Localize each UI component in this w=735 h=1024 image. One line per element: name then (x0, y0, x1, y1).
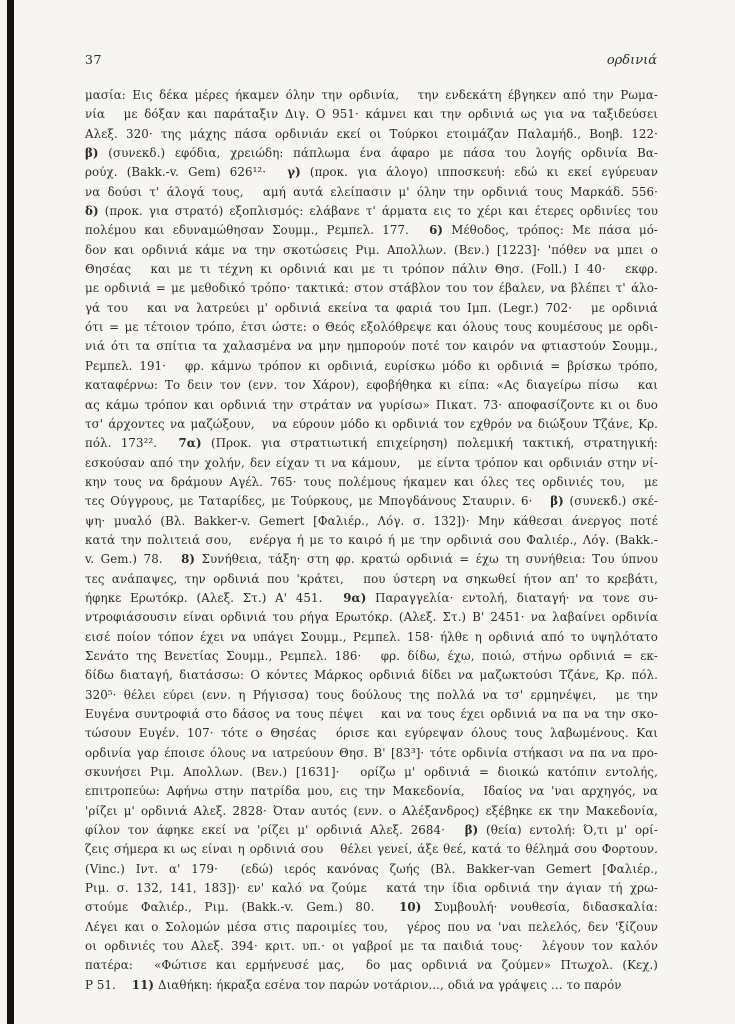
text-line: ας κάμω τρόπον και ορδινιά την στράταν να γυρίσω» Πικατ. 73· αποφασίζοντε κι οι δυο (85, 397, 658, 412)
text-line: 'ρίζει μ' ορδινιά Αλεξ. 2828· Όταν αυτός (ενν. ο Αλέξανδρος) εξέβηκε εκ την Μακεδονία, (85, 803, 658, 818)
page-number: 37 (85, 52, 102, 67)
text-line: νιά ότι τα σπίτια τα χαλασμένα να μην ημπορούν ποτέ τον καιρόν να φτιαστούν Σουμμ., (85, 339, 658, 354)
text-line: γά του και να λατρεύει μ' ορδινιά εκείνα τα φαριά του Ιμπ. (Legr.) 702· με ορδινιά (85, 300, 658, 315)
text-line: Θησέας και με τι τέχνη κι ορδινιά και με τι τρόπον πάλιν Θησ. (Foll.) I 40· εκφρ. (85, 262, 658, 277)
text-line: Σενάτο της Βενετίας Σουμμ., Ρεμπελ. 186· φρ. δίδω, έχω, ποιώ, στήνω ορδινιά = εκ- (85, 648, 658, 663)
text-line: Ευγένα συντροφιά στο δάσος να τους πέψει και να τους έχει ορδινιά να πα να την σκο- (85, 707, 658, 721)
text-line: δίδω διαταγή, διατάσσω: Ο κόντες Μάρκος ορδινιά δίδει να μαζωκτούσι Τζάνε, Κρ. πόλ. (85, 668, 658, 683)
text-line: ρούχ. (Bakk.-v. Gem) 626¹²· γ) (προκ. για άλογο) ιπποσκευή: εδώ κι εκεί εγύρευαν (85, 165, 658, 180)
text-line: εσκούσαν από την χολήν, δεν είχαν τι να κάμουν, με είντα τρόπον και ορδινιάν στην νί- (85, 455, 658, 470)
text-line: οι ορδινιές του Αλεξ. 394· κριτ. υπ.· οι γαβροί με τα παιδιά τους· λέγουν τον καλόν (85, 939, 658, 954)
text-line: να δούσι τ' άλογά τους, αμή αυτά ελείπασιν μ' όλην την ορδινιά τους Μαρκάδ. 556· (85, 184, 658, 199)
text-line: καταφέρνω: Το δειν τον (ενν. τον Χάρον), εφοβήθηκα κι είπα: «Ας διαγείρω πίσω και (85, 378, 658, 393)
text-line: πολέμου και εδυναμώθησαν Σουμμ., Ρεμπελ. 177. 6) Μέθοδος, τρόπος: Με πάσα μό- (85, 223, 659, 238)
text-line: κατά την πολιτειά σου, ενέργα ή με το καιρό ή με την ορδινιά σου Φαλιέρ., Λόγ. (Bakk.- (85, 532, 658, 547)
text-line: εισέ ποίον τόπον έχει να υπάγει Σουμμ., Ρεμπελ. 158· ήλθε η ορδινιά από το υψηλότατο (85, 629, 658, 644)
text-line: τες Ούγγρους, με Ταταρίδες, με Τούρκους, με Μπογδάνους Σταυριν. 6· β) (συνεκδ.) σκέ- (85, 494, 658, 509)
text-line: ήφηκε Ερωτόκρ. (Αλεξ. Στ.) Α' 451. 9α) Παραγγελία· εντολή, διαταγή· να τονε συ- (85, 590, 659, 605)
text-line: πατέρα: «Φώτισε και ερμήνευσέ μας, δο μας ορδινιά να ζούμεν» Πτωχολ. (Κεχ.) (85, 958, 658, 973)
text-line: πόλ. 173²². 7α) (Προκ. για στρατιωτική επιχείρηση) πολεμική τακτική, στρατηγική: (85, 436, 658, 451)
text-line: β) (συνεκδ.) εφόδια, χρειώδη: πάπλωμα ένα άφαρο με πάσα του λογής ορδινία Βα- (85, 146, 658, 161)
text-line: 320⁵· θέλει εύρει (ενν. η Ρήγισσα) τους δούλους της πολλά να τσ' ερμηνέψει, με την (85, 687, 658, 702)
text-line: σκυνήσει Ριμ. Απολλων. (Βεν.) [1631]· ορίζω μ' ορδινιά = διοικώ κατόπιν εντολής, (85, 765, 658, 780)
text-line: ότι = με τέτοιον τρόπο, έτσι ώστε: ο Θεός εξολόθρεψε και όλους τους κουμέσους με ορδι- (85, 320, 658, 335)
page-header (85, 52, 657, 68)
text-line: φίλον τον άφηκε εκεί να 'ρίζει μ' ορδινιά Αλεξ. 2684· β) (θεία) εντολή: Ό,τι μ' ορί- (85, 823, 658, 838)
text-line: μασία: Εις δέκα μέρες ήκαμεν όλην την ορδινία, την ενδεκάτη έβγηκεν από την Ρωμα- (85, 88, 658, 102)
body-text (85, 86, 658, 995)
text-line: με ορδινιά = με μεθοδικό τρόπο· τακτικά: στον στάβλον του τον έβαλεν, να βλέπει τ' άλο- (85, 281, 658, 296)
text-line: τες ανάπαψες, την ορδινιά που 'κράτει, που ύστερη να σηκωθεί ήτον απ' το κρεβάτι, (85, 571, 658, 586)
text-line: ψη· μυαλό (Βλ. Bakker-v. Gemert [Φαλιέρ., Λόγ. σ. 132])· Μην κάθεσαι άνεργος ποτέ (85, 513, 658, 528)
text-line: Λέγει και ο Σολομών μέσα στις παροιμίες του, γέρος που να 'ναι πελελός, δεν 'ξίζουν (85, 919, 658, 934)
text-line: ντροφιάσουσιν είναι ορδινιά του ρήγα Ερωτόκρ. (Αλεξ. Στ.) Β' 2451· να λαβαίνει ορδινία (85, 610, 658, 625)
text-line: Ριμ. σ. 132, 141, 183])· εν' καλό να ζούμε κατά την ίδια ορδινιά την άγιαν τή χρω- (85, 881, 658, 896)
text-line: τσ' άρχοντες να μαζώξουν, να εύρουν μόδο κι ορδινιά τον εχθρόν να διώξουν Τζάνε, Κρ. (85, 416, 658, 431)
text-line: Ρεμπελ. 191· φρ. κάμνω τρόπον κι ορδινιά, ευρίσκω μόδο κι ορδινιά = βρίσκω τρόπο, (85, 358, 658, 373)
text-line: P 51. 11) Διαθήκη: ήκραξα εσένα τον παρών νοτάριον..., οδιά να γράψεις ... το παρόν (85, 977, 622, 992)
text-line: v. Gem.) 78. 8) Συνήθεια, τάξη· στη φρ. κρατώ ορδινιά = έχω τη συνήθεια: Του ύπνου (85, 552, 659, 567)
text-line: ορδινία γαρ έποισε όλους να ιατρεύουν Θησ. Β' [83³]· τότε ορδινία στήκασι να πα να προ- (85, 745, 658, 760)
text-line: στούμε Φαλιέρ., Ριμ. (Bakk.-v. Gem.) 80. 10) Συμβουλή· νουθεσία, διδασκαλία: (85, 900, 658, 915)
scan-edge-artifact (7, 0, 14, 1024)
text-line: (Vinc.) Ιντ. α' 179· (εδώ) ιερός κανόνας ζωής (Βλ. Bakker-van Gemert [Φαλιέρ., (85, 861, 658, 876)
text-line: κην τους να δράμουν Αγέλ. 765· τους πολέμους ήκαμεν και όλες τες ορδινιές του, με (85, 474, 658, 489)
text-line: ζεις σήμερα κι ως είναι η ορδινιά σου θέλει γενεί, άξε θεέ, κατά το θέλημά σου Φορτουν. (85, 842, 658, 857)
text-line: τώσουν Ευγέν. 107· τότε ο Θησέας όρισε και εγύρεψαν όλους τους λαβωμένους. Και (85, 726, 658, 741)
text-line: επιτροπεύω: Αφήνω στην πατρίδα μου, εις την Μακεδονία, Ιδαίος να 'ναι αρχηγός, να (85, 784, 658, 799)
text-line: δ) (προκ. για στρατό) εξοπλισμός: ελάβανε τ' άρματα εις το χέρι και έτερες ορδινίες του (85, 204, 658, 219)
running-head: ορδινιά (606, 53, 657, 68)
text-line: νία με δόξαν και παράταξιν Διγ. Ο 951· κάμνει και την ορδινιά ως για να ταξιδεύσει (85, 107, 658, 122)
text-line: δον και ορδινιά κάμε να την σκοτώσεις Ριμ. Απολλων. (Βεν.) [1223]· 'πόθεν να μπει ο (85, 242, 658, 257)
text-line: Αλεξ. 320· της μάχης πάσα ορδινιάν εκεί οι Τούρκοι ετοιμάζαν Παλαμήδ., Βοηβ. 122· (85, 126, 658, 141)
